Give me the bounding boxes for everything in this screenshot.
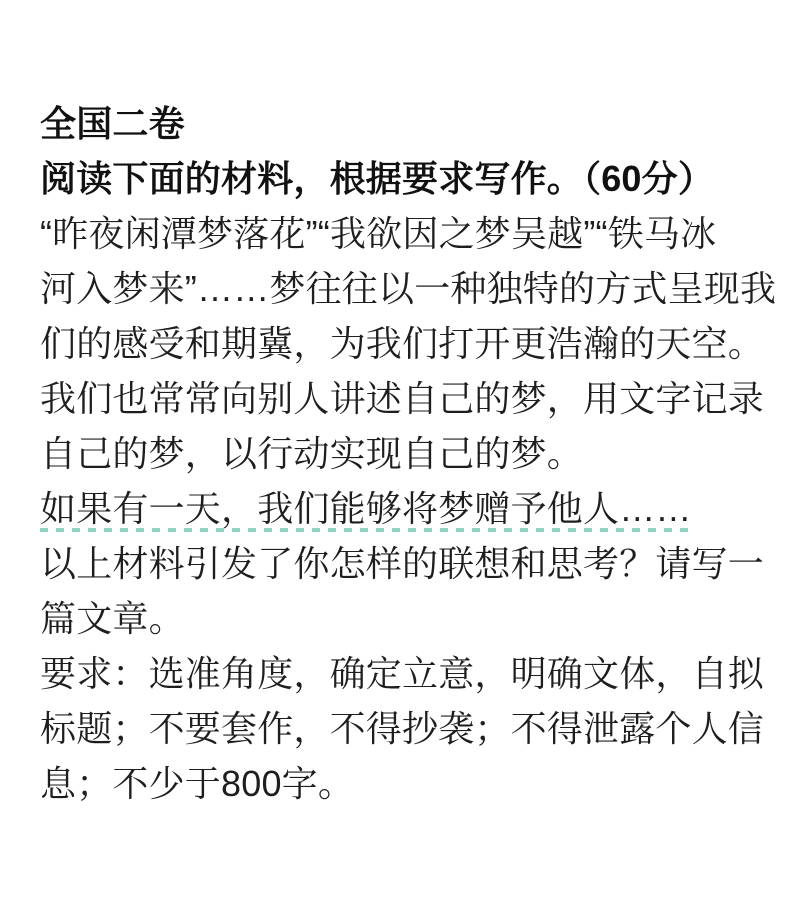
- material-line: 自己的梦，以行动实现自己的梦。: [40, 433, 584, 474]
- exam-title: 全国二卷: [40, 103, 185, 144]
- task-line: 以上材料引发了你怎样的联想和思考？请写一: [40, 543, 765, 584]
- requirement-line: 要求：选准角度，确定立意，明确文体，自拟: [40, 653, 765, 694]
- requirement-line: 息；不少于800字。: [40, 763, 355, 804]
- material-line: “昨夜闲潭梦落花”“我欲因之梦吴越”“铁马冰: [40, 213, 717, 254]
- material-line: 河入梦来”……梦往往以一种独特的方式呈现我: [40, 268, 777, 309]
- writing-instruction: 阅读下面的材料，根据要求写作。（60分）: [40, 158, 715, 199]
- material-line: 我们也常常向别人讲述自己的梦，用文字记录: [40, 378, 765, 419]
- task-line: 篇文章。: [40, 598, 185, 639]
- requirement-line: 标题；不要套作，不得抄袭；不得泄露个人信: [40, 708, 765, 749]
- dashed-underlined-text: 如果有一天，我们能够将梦赠予他人……: [40, 481, 692, 536]
- material-line: 们的感受和期冀，为我们打开更浩瀚的天空。: [40, 323, 765, 364]
- highlighted-sentence-line: [40, 481, 770, 536]
